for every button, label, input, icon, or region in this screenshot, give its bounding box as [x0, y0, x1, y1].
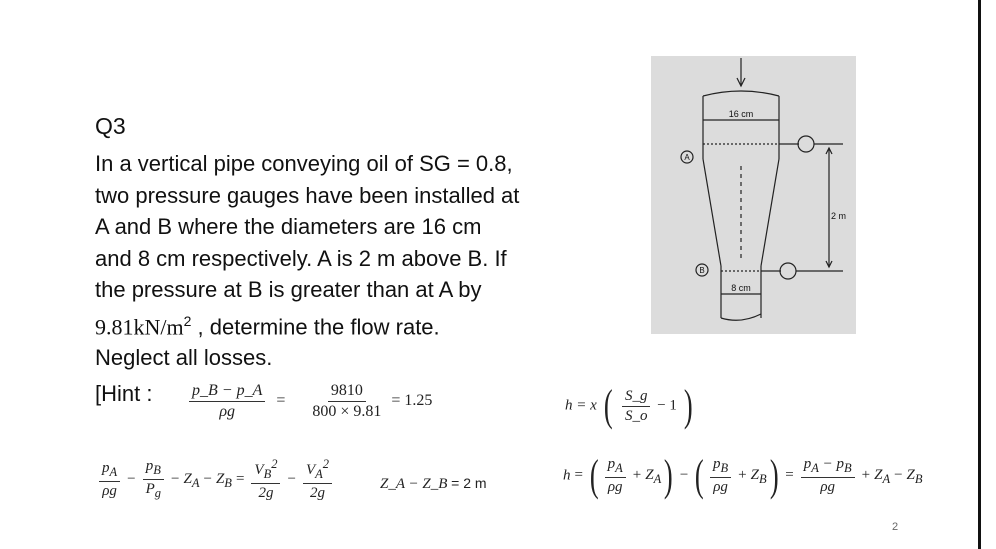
numeric-fraction	[309, 382, 384, 420]
numeric-den: 800 × 9.81	[312, 402, 382, 420]
question-line-3: A and B where the diameters are 16 cm	[95, 214, 482, 239]
height-label: 2 m	[831, 211, 847, 221]
sg-ratio-fraction	[622, 388, 651, 424]
question-line-4: and 8 cm respectively. A is 2 m above B. If	[95, 245, 507, 271]
manometer-head-equation: h = ( $\frac{p_A}{\rho g}$ + $Z_A$) − ( $\frac{p_B}{\rho g}$ + $Z_B$) = $\frac{p_A - p_B}{\rho g}$ + $Z_A - Z_B$	[563, 451, 923, 500]
point-a-label: A	[684, 153, 690, 162]
sg-ratio-num: S_g	[622, 388, 651, 407]
pressure-diff-num: p_B − p_A	[189, 382, 265, 402]
question-number: Q3	[95, 113, 126, 139]
elevation-value: = 2 m	[451, 475, 487, 491]
bernoulli-equation: $\frac{p_A}{\rho g}$ − $\frac{p_B}{P_g}$ − $Z_A - Z_B$ = $\frac{V_B^2}{2g}$ − $\frac{V_A^2}{2g}$	[96, 458, 335, 501]
top-diameter-label: 16 cm	[728, 109, 754, 119]
numeric-result: = 1.25	[391, 391, 433, 409]
elevation-difference	[380, 475, 487, 493]
elevation-symbols: Z_A − Z_B	[380, 476, 448, 492]
bottom-diameter-label: 8 cm	[731, 283, 751, 293]
minus-one: − 1	[657, 397, 677, 414]
question-line-2: two pressure gauges have been installed at	[95, 182, 520, 208]
question-line-5: the pressure at B is greater than at A by	[95, 277, 482, 302]
pressure-diff-den: ρg	[219, 402, 236, 420]
question-line-7: Neglect all losses.	[95, 345, 273, 371]
pipe-diagram	[651, 56, 856, 334]
equals-sign: =	[276, 391, 286, 409]
pressure-diff-fraction	[189, 382, 265, 420]
point-b-label: B	[699, 266, 705, 275]
numeric-num: 9810	[328, 382, 366, 402]
question-text	[95, 148, 655, 374]
page-right-border	[978, 0, 981, 549]
question-line-6-rest: , determine the flow rate.	[191, 313, 440, 339]
hint-equation-1	[186, 382, 432, 420]
pressure-exponent: 2	[183, 312, 192, 329]
pipe-diagram-svg	[651, 56, 856, 334]
pressure-value: 9.81kN/m	[95, 313, 184, 339]
sg-ratio-den: S_o	[624, 407, 648, 424]
question-line-6	[95, 306, 655, 343]
page-number: 2	[892, 521, 899, 533]
manometer-h: h = x	[565, 397, 597, 414]
hint-label: [Hint :	[95, 381, 153, 406]
question-line-1: In a vertical pipe conveying oil of SG = 0.8,	[95, 151, 513, 176]
hint-equation-2: h = x ( $\frac{S\_g}{S\_o}$ − 1 )	[565, 381, 693, 430]
